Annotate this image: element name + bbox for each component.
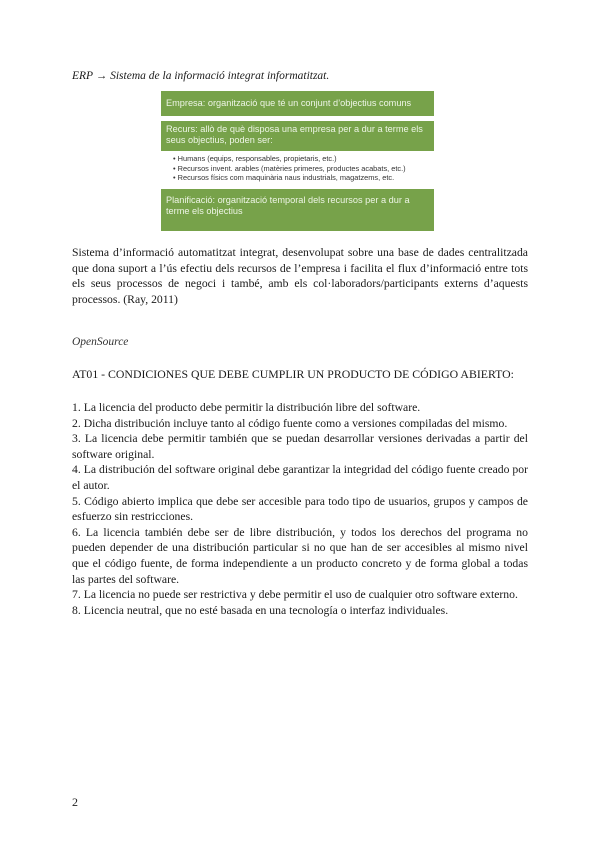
diagram-box-planificacio: Planificació: organització temporal dels recursos per a dur a terme els objectius [161, 189, 434, 231]
diagram-sub-item: • Recursos físics com maquinària naus industrials, magatzems, etc. [173, 173, 434, 183]
list-item: 5. Código abierto implica que debe ser accesible para todo tipo de usuarios, grupos y campos de esfuerzo sin restricciones. [72, 494, 528, 524]
section-heading-erp: ERP → Sistema de la informació integrat informatitzat. [72, 70, 330, 82]
at01-title: AT01 - CONDICIONES QUE DEBE CUMPLIR UN PRODUCTO DE CÓDIGO ABIERTO: [72, 367, 514, 381]
diagram-box-recurs: Recurs: allò de què disposa una empresa per a dur a terme els seus objectius, poden ser: [161, 121, 434, 151]
erp-definition-paragraph: Sistema d’informació automatitzat integrat, desenvolupat sobre una base de dades centralitzada que dona suport a l’ús efectiu dels recursos de l’empresa i facilita el flux d’informació entre tots els seus processos de negoci i també, amb els col·laboradors/participants externs d’aquests processos. (Ray, 2011) [72, 246, 528, 306]
list-item: 3. La licencia debe permitir también que se puedan desarrollar versiones derivadas a partir del software original. [72, 432, 528, 461]
page-number: 2 [72, 795, 78, 809]
list-item: 7. La licencia no puede ser restrictiva y debe permitir el uso de cualquier otro software externo. [72, 588, 518, 602]
list-item: 4. La distribución del software original debe garantizar la integridad del código fuente creado por el autor. [72, 463, 528, 492]
diagram-sub-list [161, 151, 434, 187]
list-item: 6. La licencia también debe ser de libre distribución, y todos los derechos del programa no pueden depender de una distribución particular si no que han de ser accesibles al mismo nivel que el código fuente, de forma independiente a un producto concreto y de forma global a todas las partes del software. [72, 525, 528, 586]
conditions-list [72, 400, 528, 618]
list-item: 1. La licencia del producto debe permitir la distribución libre del software. [72, 401, 421, 414]
diagram-sub-item: • Recursos invent. arables (matèries primeres, productes acabats, etc.) [173, 164, 434, 174]
list-item: 2. Dicha distribución incluye tanto al código fuente como a versiones compiladas del mismo. [72, 416, 508, 430]
diagram-sub-item: • Humans (equips, responsables, propietaris, etc.) [173, 154, 434, 164]
diagram-box-empresa: Empresa: organització que té un conjunt d’objectius comuns [161, 91, 434, 116]
opensource-heading: OpenSource [72, 336, 129, 348]
list-item: 8. Licencia neutral, que no esté basada en una tecnología o interfaz individuales. [72, 603, 449, 617]
erp-diagram [161, 91, 434, 231]
